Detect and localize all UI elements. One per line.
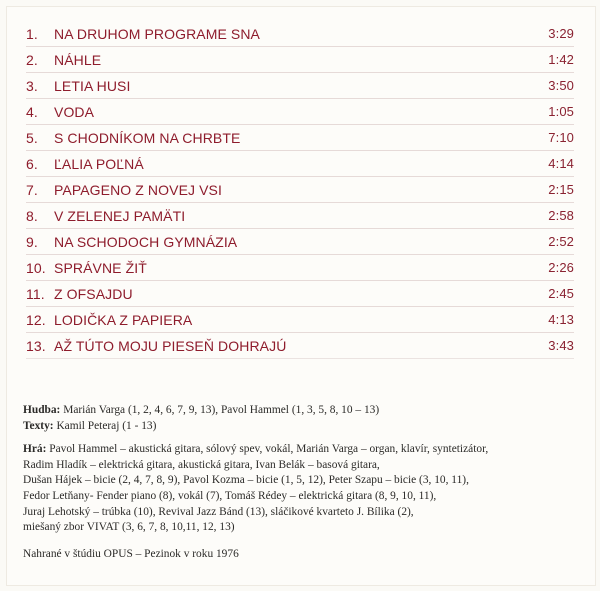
track-row [26,47,574,73]
track-title: PAPAGENO Z NOVEJ VSI [54,181,222,198]
track-duration: 3:50 [548,78,574,93]
track-number: 7. [26,181,38,198]
track-list [26,21,574,359]
players-credit-line-6: miešaný zbor VIVAT (3, 6, 7, 8, 10,11, 12, 13) [23,521,235,534]
track-row [26,203,574,229]
spacer [23,434,583,442]
music-text: Marián Varga (1, 2, 4, 6, 7, 9, 13), Pavol Hammel (1, 3, 5, 8, 10 – 13) [60,404,380,416]
players-credit-line-4: Fedor Letňany- Fender piano (8), vokál (7), Tomáš Rédey – elektrická gitara (8, 9, 10, 11), [23,489,437,502]
players-text-1: Pavol Hammel – akustická gitara, sólový spev, vokál, Marián Varga – organ, klavír, syntetizátor, [46,443,489,456]
track-row [26,333,574,359]
lyrics-credit [23,419,583,435]
track-duration: 2:58 [548,208,574,223]
track-row [26,151,574,177]
track-number: 6. [26,155,38,172]
players-label: Hrá: [23,443,47,456]
credits-block [23,403,583,562]
track-row [26,177,574,203]
track-number: 3. [26,77,38,94]
track-title: VODA [54,103,95,120]
track-number: 11. [26,285,45,302]
track-number: 5. [26,129,38,146]
track-title: NA DRUHOM PROGRAME SNA [54,25,260,42]
track-number: 13. [26,337,46,354]
track-row [26,99,574,125]
track-title: S CHODNÍKOM NA CHRBTE [54,129,241,146]
track-number: 12. [26,311,46,328]
players-credit-line-2: Radim Hladík – elektrická gitara, akustická gitara, Ivan Belák – basová gitara, [23,458,380,471]
track-row [26,229,574,255]
spacer [23,536,583,547]
track-row [26,125,574,151]
track-duration: 1:05 [548,104,574,119]
track-title: NA SCHODOCH GYMNÁZIA [54,233,238,250]
track-title: NÁHLE [54,51,102,68]
track-row [26,281,574,307]
track-number: 1. [26,25,38,42]
lyrics-text: Kamil Peteraj (1 - 13) [53,419,157,432]
recording-note: Nahrané v štúdiu OPUS – Pezinok v roku 1976 [23,547,239,560]
players-credit-line-5: Juraj Lehotský – trúbka (10), Revival Jazz Bánd (13), sláčikové kvarteto J. Bílika (2), [23,505,414,518]
music-label: Hudba: [23,404,61,416]
music-credit [23,403,583,419]
track-duration: 3:43 [548,338,574,353]
track-title: LETIA HUSI [54,77,131,94]
track-title: Z OFSAJDU [54,285,133,302]
track-duration: 4:14 [548,156,574,171]
track-title: V ZELENEJ PAMÄTI [54,207,186,224]
track-duration: 3:29 [548,26,574,41]
track-number: 9. [26,233,38,250]
track-duration: 7:10 [548,130,574,145]
track-row [26,73,574,99]
track-duration: 2:45 [548,286,574,301]
track-duration: 2:52 [548,234,574,249]
track-title: AŽ TÚTO MOJU PIESEŇ DOHRAJÚ [54,337,287,354]
track-row [26,21,574,47]
track-duration: 2:26 [548,260,574,275]
track-number: 8. [26,207,38,224]
players-credit-line-1 [23,442,583,458]
track-title: SPRÁVNE ŽIŤ [54,259,147,276]
players-credit-line-3: Dušan Hájek – bicie (2, 4, 7, 8, 9), Pavol Kozma – bicie (1, 5, 12), Peter Szapu – bicie (3, 10, 11), [23,474,469,487]
track-number: 2. [26,51,38,68]
track-number: 10. [26,259,46,276]
lyrics-label: Texty: [23,419,54,432]
track-number: 4. [26,103,38,120]
track-title: ĽALIA POĽNÁ [54,155,144,172]
track-row [26,255,574,281]
track-duration: 2:15 [548,182,574,197]
track-title: LODIČKA Z PAPIERA [54,311,193,328]
track-duration: 1:42 [548,52,574,67]
track-duration: 4:13 [548,312,574,327]
track-row [26,307,574,333]
